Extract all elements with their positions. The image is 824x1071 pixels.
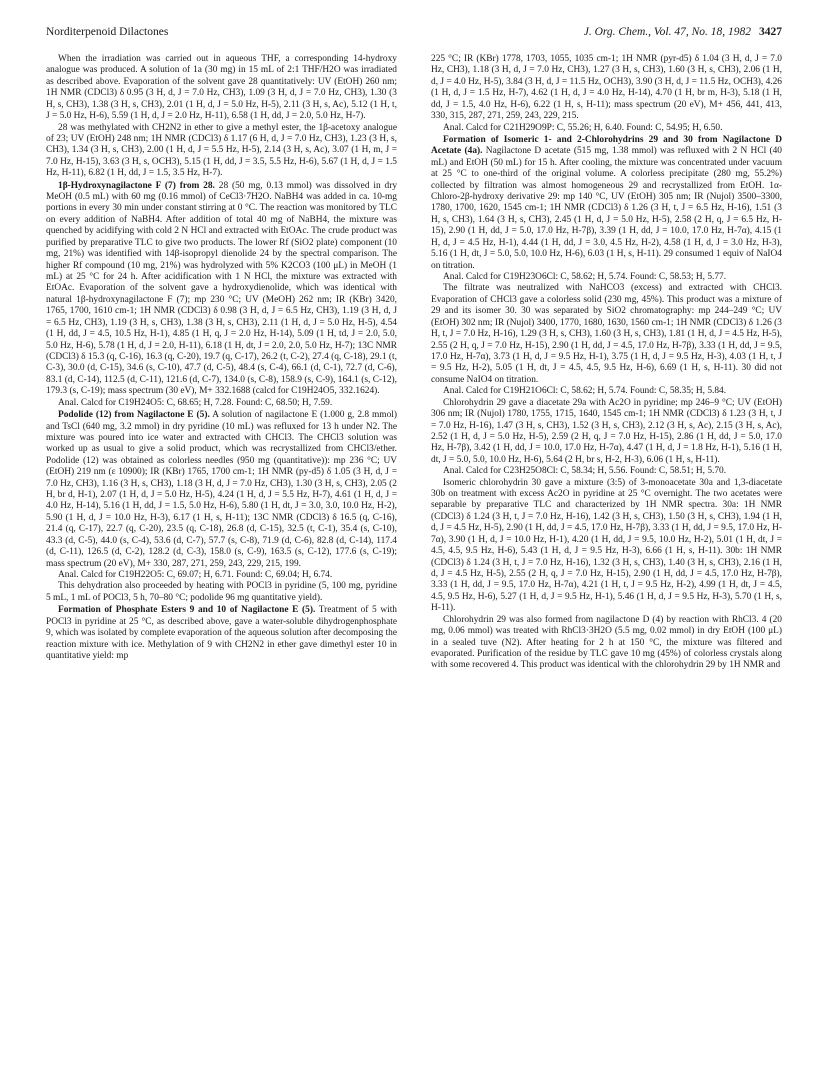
analysis-paragraph xyxy=(46,570,397,581)
section-heading: Podolide (12) from Nagilactone E (5). xyxy=(58,410,210,421)
paragraph xyxy=(431,283,782,386)
paragraph-text: 28 (50 mg, 0.13 mmol) was dissolved in dry MeOH (0.5 mL) with 60 mg (0.16 mmol) of CeCl3·7H2O. NaBH4 was added in ca. 10-mg portions in every 30 min under constant stirring at 0 °C. The reaction was monitored by TLC on every addition of NaBH4. After addition of total 40 mg of NaBH4, the mixture was quenched by acidifying with cold 2 N HCl and extracted with EtOAc. The crude product was purified by preparative TLC to give two products. The lower Rf (SiO2 plate) component (10 mg, 21%) was identified with 14β-isopropyl dienolide 24 by the spectral comparison. The higher Rf compound (10 mg, 21%) was hydrolyzed with 5% K2CO3 (100 μL) in MeOH (1 mL) at 25 °C for 24 h. After acidification with 1 N HCl, the mixture was extracted with EtOAc. Evaporation of the solvent gave a hydroxydienolide, which was identical with natural 1β-hydroxynagilactone F (7); mp 230 °C; UV (MeOH) 262 nm; IR (KBr) 3420, 1765, 1700, 1610 cm-1; 1H NMR (CDCl3) δ 0.98 (3 H, d, J = 6.5 Hz, CH3), 1.19 (3 H, d, J = 6.5 Hz, CH3), 1.19 (3 H, s, CH3), 1.38 (3 H, s, CH3), 2.11 (1 H, d, J = 5.0 Hz, H-5), 4.54 (1 H, dd, J = 4.5, 10.5 Hz, H-1), 4.85 (1 H, q, J = 2.0 Hz, H-14), 5.09 (1 H, td, J = 2.0, 5.0, 5.0 Hz, H-6), 5.78 (1 H, d, J = 2.0, H-11), 6.18 (1 H, dt, J = 2.0, 2.0, 5.0 Hz, H-7); 13C NMR (CDCl3) δ 15.3 (q, C-16), 16.3 (q, C-20), 19.7 (q, C-17), 26.2 (t, C-2), 27.4 (q, C-18), 29.1 (t, C-3), 30.0 (d, C-15), 34.6 (s, C-10), 47.7 (d, C-5), 48.4 (s, C-4), 66.1 (d, C-1), 72.7 (d, C-6), 83.1 (d, C-14), 112.5 (d, C-11), 121.6 (d, C-7), 134.0 (s, C-8), 158.9 (s, C-9), 164.1 (s, C-12), 179.3 (s, C-19); mass spectrum (30 eV), M+ 332.1688 (calcd for C19H24O5, 332.1624). xyxy=(46,180,398,397)
paragraph xyxy=(431,478,782,615)
paragraph xyxy=(46,581,397,604)
running-header xyxy=(46,26,782,42)
paragraph-text: The filtrate was neutralized with NaHCO3 (excess) and extracted with CHCl3. Evaporation of CHCl3 gave a colorless solid (230 mg, 45%). This product was a mixture of 29 and its isomer 30. 30 was separated by SiO2 chromatography: mp 244–249 °C; UV (EtOH) 302 nm; IR (Nujol) 3400, 1770, 1680, 1630, 1560 cm-1; 1H NMR (CDCl3) δ 1.26 (3 H, t, J = 7.0 Hz, H-16), 1.29 (3 H, s, CH3), 1.60 (3 H, s, CH3), 1.81 (1 H, d, J = 4.5 Hz, H-5), 2.55 (2 H, q, J = 7.0 Hz, H-15), 2.90 (1 H, dd, J = 4.5, 17.0 Hz, H-7β), 3.33 (1 H, dd, J = 9.5, 17.0 Hz, H-7α), 3.73 (1 H, d, J = 9.5 Hz, H-1), 3.75 (1 H, d, J = 9.5 Hz, H-3), 4.03 (1 H, t, J = 9.5 Hz, H-2), 5.05 (1 H, dt, J = 4.5, 4.5, 9.5 Hz, H-6), 6.69 (1 H, s, H-11). 30 did not consume NaIO4 on titration. xyxy=(431,283,782,385)
analysis-paragraph xyxy=(431,123,782,134)
analysis-paragraph xyxy=(46,398,397,409)
paragraph-text: Anal. Calcd for C19H21O6Cl: C, 58.62; H, 5.74. Found: C, 58.35; H, 5.84. xyxy=(443,386,727,397)
section-paragraph xyxy=(431,135,782,272)
paragraph-text: Nagilactone D acetate (515 mg, 1.38 mmol) was refluxed with 2 N HCl (40 mL) and EtOH (50 mL) for 15 h. After cooling, the mixture was concentrated under vacuum at 25 °C to one-third of the original volume. A colorless precipitate (280 mg, 55.2%) collected by filtration was almost homogeneous 29 and recrystallized from EtOH. 1α-Chloro-2β-hydroxy derivative 29: mp 140 °C, UV (EtOH) 305 nm; IR (Nujol) 3500–3300, 1780, 1700, 1620, 1545 cm-1; 1H NMR (CDCl3) δ 1.26 (3 H, t, J = 6.5 Hz, H-16), 1.51 (3 H, s, CH3), 1.64 (3 H, s, CH3), 2.45 (1 H, d, J = 5.0 Hz, H-5), 2.58 (2 H, q, J = 6.5 Hz, H-15), 2.90 (1 H, dd, J = 5.0, 17.0 Hz, H-7β), 3.39 (1 H, dd, J = 10.0, 17.0 Hz, H-7α), 4.15 (1 H, d, J = 4.5 Hz, H-1), 4.44 (1 H, dd, J = 3.0, 4.5 Hz, H-2), 4.58 (1 H, d, J = 3.0 Hz, H-3), 5.16 (1 H, dt, J = 5.0, 5.0, 10.0 Hz, H-6), 6.03 (1 H, s, H-11). 29 consumed 1 equiv of NaIO4 on titration. xyxy=(431,146,782,271)
paragraph-text: A solution of nagilactone E (1.000 g, 2.8 mmol) and TsCl (640 mg, 3.2 mmol) in dry pyridine (10 mL) was refluxed for 13 h under N2. The mixture was poured into ice water and extracted with CHCl3. The CHCl3 solution was worked up as usual to give a solid product, which was recrystallized from CHCl3/ether. Podolide (12) was obtained as colorless needles (950 mg (quantitative)): mp 236 °C; UV (EtOH) 219 nm (ε 10900); IR (KBr) 1765, 1700 cm-1; 1H NMR (py-d5) δ 1.05 (3 H, d, J = 7.0 Hz, CH3), 1.16 (3 H, s, CH3), 1.18 (3 H, d, J = 7.0 Hz, CH3), 1.30 (3 H, s, CH3), 2.05 (2 H, br d, H-1), 2.07 (1 H, d, J = 5.0 Hz, H-5), 4.24 (1 H, d, J = 5.5 Hz, H-7), 4.61 (1 H, d, J = 4.0 Hz, H-14), 5.16 (1 H, dd, J = 1.5, 5.0 Hz, H-6), 5.80 (1 H, dt, J = 3.0, 3.0, 10.0 Hz, H-2), 5.90 (1 H, d, J = 10.0 Hz, H-3), 6.17 (1 H, s, H-11); 13C NMR (CDCl3) δ 16.5 (q, C-16), 21.4 (q, C-17), 22.7 (q, C-20), 23.5 (q, C-18), 26.8 (d, C-15), 32.5 (t, C-1), 35.4 (s, C-10), 43.3 (d, C-5), 44.0 (s, C-4), 53.6 (d, C-7), 57.7 (s, C-8), 71.9 (d, C-6), 82.8 (d, C-14), 117.4 (d, C-11), 126.5 (d, C-2), 128.2 (d, C-3), 158.0 (s, C-9), 163.5 (s, C-12), 177.6 (s, C-19); mass spectrum (20 eV), M+ 330, 287, 271, 259, 243, 229, 215, 199. xyxy=(46,410,397,569)
paragraph-text: Anal. Calcd for C19H24O5: C, 68.65; H, 7.28. Found: C, 68.50; H, 7.59. xyxy=(58,397,333,408)
section-heading: Formation of Phosphate Esters 9 and 10 of Nagilactone E (5). xyxy=(58,605,316,616)
paragraph-text: Isomeric chlorohydrin 30 gave a mixture (3:5) of 3-monoacetate 30a and 1,3-diacetate 30b on treatment with excess Ac2O in pyridine at 25 °C overnight. The two acetates were separable by preparative TLC and characterized by 1H NMR spectra. 30a: 1H NMR (CDCl3) δ 1.24 (3 H, t, J = 7.0 Hz, H-16), 1.42 (3 H, s, CH3), 1.50 (3 H, s, CH3), 1.94 (1 H, d, J = 4.5 Hz, H-5), 2.90 (1 H, dd, J = 4.5, 17.0 Hz, H-7β), 3.33 (1 H, dd, J = 9.5, 17.0 Hz, H-7α), 3.90 (1 H, d, J = 10.0 Hz, H-1), 4.20 (1 H, dd, J = 9.5, 10.0 Hz, H-2), 5.01 (1 H, dt, J = 4.5, 4.5, 9.5 Hz, H-6), 5.43 (1 H, d, J = 9.5 Hz, H-3), 6.66 (1 H, s, H-11). 30b: 1H NMR (CDCl3) δ 1.24 (3 H, t, J = 7.0 Hz, H-16), 1.32 (3 H, s, CH3), 1.40 (3 H, s, CH3), 2.16 (1 H, d, J = 4.5 Hz, H-5), 2.55 (2 H, q, J = 7.0 Hz, H-15), 2.90 (1 H, dd, J = 4.5, 17.0 Hz, H-7β), 3.33 (1 H, dd, J = 9.5, 17.0 Hz, H-7α), 4.21 (1 H, t, J = 9.5 Hz, H-2), 4.99 (1 H, dt, J = 4.5, 4.5, 9.5 Hz, H-6), 5.27 (1 H, d, J = 9.5 Hz, H-1), 5.46 (1 H, d, J = 9.5 Hz, H-3), 5.70 (1 H, s, H-11). xyxy=(431,477,782,614)
paragraph-text: This dehydration also proceeded by heating with POCl3 in pyridine (5, 100 mg, pyridine 5 mL, 1 mL of POCl3, 5 h, 70–80 °C; podolide 96 mg quantitative yield). xyxy=(46,581,397,603)
paragraph-text: Chlorohydrin 29 was also formed from nagilactone D (4) by reaction with RhCl3. 4 (20 mg, 0.06 mmol) was treated with RhCl3·3H2O (5.5 mg, 0.02 mmol) in dry EtOH (100 μL) in a sealed tuve (N2). After heating for 2 h at 150 °C, the mixture was filtered and evaporated. Purification of the residue by TLC gave 10 mg (45%) of colorless crystals along with some recovered 4. This product was identical with the chlorohydrin 29 by 1H NMR and xyxy=(431,614,782,671)
paragraph-text: 225 °C; IR (KBr) 1778, 1703, 1055, 1035 cm-1; 1H NMR (pyr-d5) δ 1.04 (3 H, d, J = 7.0 Hz, CH3), 1.18 (3 H, d, J = 7.0 Hz, CH3), 1.27 (3 H, s, CH3), 1.60 (3 H, s, CH3), 2.06 (1 H, d, J = 4.0 Hz, H-5), 3.84 (3 H, d, J = 11.5 Hz, OCH3), 3.90 (3 H, d, J = 11.5 Hz, OCH3), 4.26 (1 H, d, J = 1.5 Hz, H-7), 4.62 (1 H, d, J = 4.0 Hz, H-14), 4.70 (1 H, br m, H-3), 5.18 (1 H, dd, J = 1.5, 4.0 Hz, H-6), 6.22 (1 H, s, H-11); mass spectrum (20 eV), M+ 456, 441, 413, 330, 315, 287, 271, 259, 243, 229, 215. xyxy=(431,54,782,122)
page-number: 3427 xyxy=(759,26,782,38)
section-heading: Formation of Isomeric 1- and 2-Chlorohydrins 29 and 30 from Nagilactone D Acetate (4a). xyxy=(431,134,782,157)
paragraph-continued xyxy=(431,54,782,123)
section-heading: 1β-Hydroxynagilactone F (7) from 28. xyxy=(58,180,215,191)
journal-citation xyxy=(584,26,782,38)
paragraph xyxy=(46,123,397,180)
paragraph-text: 28 was methylated with CH2N2 in ether to give a methyl ester, the 1β-acetoxy analogue of 23; UV (EtOH) 248 nm; 1H NMR (CDCl3) δ 1.17 (6 H, d, J = 7.0 Hz, CH3), 1.23 (3 H, s, CH3), 1.34 (3 H, s, CH3), 2.00 (1 H, d, J = 5.5 Hz, H-5), 2.14 (3 H, s, Ac), 3.07 (1 H, m, J = 7.0 Hz, H-15), 3.63 (3 H, s, OCH3), 5.15 (1 H, dd, J = 3.5, 5.5 Hz, H-6), 5.67 (1 H, d, J = 1.5 Hz, H-11), 6.82 (1 H, dd, J = 1.5, 3.5 Hz, H-7). xyxy=(46,122,397,179)
journal-name: J. Org. Chem., Vol. 47, No. 18, 1982 xyxy=(583,26,751,38)
paragraph-text: Anal. Calcd for C21H29O9P: C, 55.26; H, 6.40. Found: C, 54.95; H, 6.50. xyxy=(443,122,723,133)
paragraph-text: Chlorohydrin 29 gave a diacetate 29a with Ac2O in pyridine; mp 246–9 °C; UV (EtOH) 306 nm; IR (Nujol) 1780, 1755, 1715, 1640, 1545 cm-1; 1H NMR (CDCl3) δ 1.23 (3 H, t, J = 7.0 Hz, H-16), 1.47 (3 H, s, CH3), 1.52 (3 H, s, CH3), 2.12 (3 H, s, Ac), 2.15 (3 H, s, Ac), 2.52 (1 H, d, J = 5.0 Hz, H-5), 2.59 (2 H, q, J = 7.0 Hz, H-15), 2.86 (1 H, dd, J = 5.0, 17.0 Hz, H-7β), 3.42 (1 H, dd, J = 10.0, 17.0 Hz, H-7α), 4.47 (1 H, d, J = 1.8 Hz, H-1), 5.16 (1 H, dt, J = 5.0, 5.0, 10.0 Hz, H-6), 5.64 (2 H, br s, H-2, H-3), 6.06 (1 H, s, H-11). xyxy=(431,397,782,465)
paragraph-text: When the irradiation was carried out in aqueous THF, a corresponding 14-hydroxy analogue was produced. A solution of 1a (30 mg) in 15 mL of 2:1 THF/H2O was irradiated as described above. Evaporation of the solvent gave 28 quantitatively: UV (EtOH) 260 nm; 1H NMR (CDCl3) δ 0.95 (3 H, d, J = 7.0 Hz, CH3), 1.09 (3 H, d, J = 7.0 Hz, CH3), 1.30 (3 H, s, CH3), 1.38 (3 H, s, CH3), 2.01 (1 H, d, J = 5.0 Hz, H-5), 2.11 (3 H, s, Ac), 5.12 (1 H, t, J = 5.0 Hz, H-6), 5.59 (1 H, d, J = 2.0 Hz, H-11), 6.58 (1 H, dd, J = 2.0, 5.0 Hz, H-7). xyxy=(46,54,397,122)
section-paragraph xyxy=(46,410,397,570)
analysis-paragraph xyxy=(431,386,782,397)
paragraph-text: Anal. Calcd for C19H22O5: C, 69.07; H, 6.71. Found: C, 69.04; H, 6.74. xyxy=(58,569,333,580)
paragraph-text: Treatment of 5 with POCl3 in pyridine at 25 °C, as described above, gave a water-soluble dihydrogenphosphate 9, which was isolated by complete evaporation of the aqueous solution after decomposing the reaction mixture with ice. Methylation of 9 with CH2N2 in ether gave dimethyl ester 10 in quantitative yield: mp xyxy=(46,605,397,661)
analysis-paragraph xyxy=(431,466,782,477)
paragraph-text: Anal. Calcd for C23H25O8Cl: C, 58.34; H, 5.56. Found: C, 58.51; H, 5.70. xyxy=(443,466,727,477)
paragraph xyxy=(46,54,397,123)
paragraph xyxy=(431,615,782,672)
section-paragraph xyxy=(46,181,397,398)
analysis-paragraph xyxy=(431,272,782,283)
paragraph-text: Anal. Calcd for C19H23O6Cl: C, 58.62; H, 5.74. Found: C, 58.53; H, 5.77. xyxy=(443,272,727,283)
right-column xyxy=(431,54,782,672)
section-paragraph xyxy=(46,605,397,662)
left-column xyxy=(46,54,397,662)
paragraph xyxy=(431,398,782,467)
running-title: Norditerpenoid Dilactones xyxy=(46,26,169,38)
